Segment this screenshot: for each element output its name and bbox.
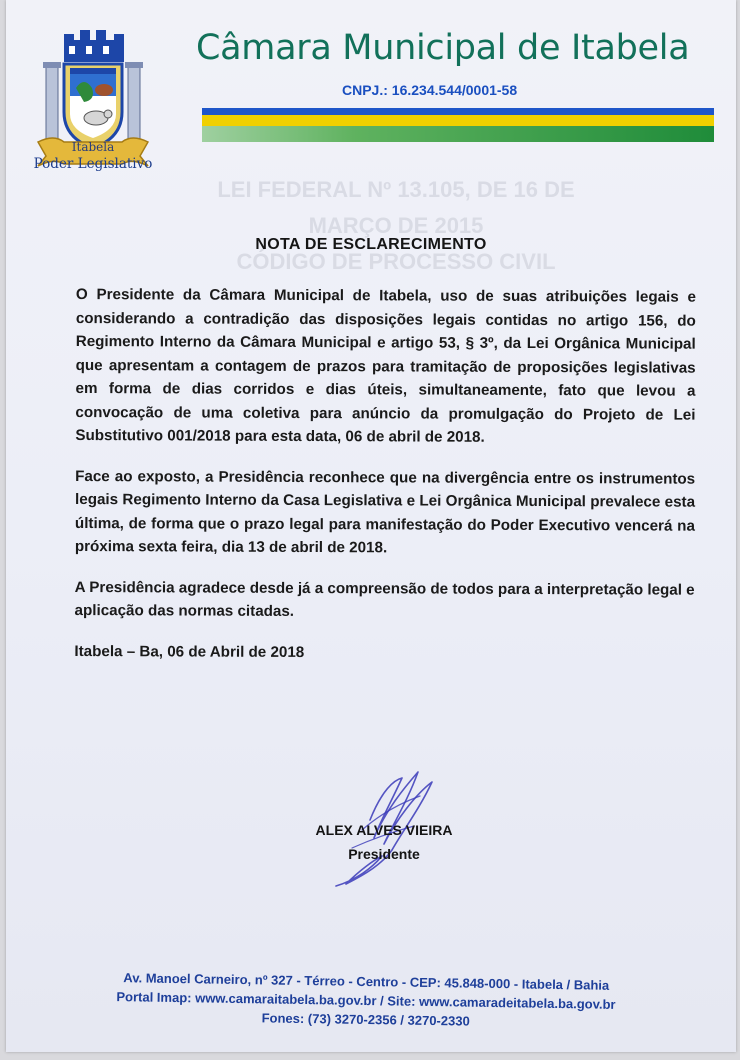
show-through-line: LEI FEDERAL Nº 13.105, DE 16 DE — [217, 177, 575, 202]
footer — [46, 967, 687, 1034]
stripe-green — [202, 126, 714, 142]
place-date: Itabela – Ba, 06 de Abril de 2018 — [74, 642, 305, 661]
body-paragraph: Face ao exposto, a Presidência reconhece que na divergência entre os instrumentos legais Regimento Interno da Casa Legislativa e Lei Orgânica Municipal prevalece esta última, de forma que o prazo legal para manifestação do Poder Executivo vencerá na próxima sexta feira, dia 13 de abril de 2018. — [74, 467, 696, 557]
crest-sublabel: Poder Legislativo — [33, 156, 153, 172]
stripe-blue — [202, 108, 714, 115]
body-paragraph: O Presidente da Câmara Municipal de Itabela, uso de suas atribuições legais e considerando a contradição das disposições legais contidas no artigo 156, do Regimento Interno da Câmara Municipal e artigo 53, § 3º, da Lei Orgânica Municipal que apresentam a contagem de prazos para tramitação de proposições legislativas em forma de dias corridos e dias úteis, simultaneamente, fato que levou a convocação de uma coletiva para anúncio da promulgação do Projeto de Lei Substitutivo 001/2018 para esta data, 06 de abril de 2018. — [75, 285, 696, 446]
document-heading: NOTA DE ESCLARECIMENTO — [255, 236, 487, 253]
body-paragraph: A Presidência agradece desde já a compreensão de todos para a interpretação legal e aplicação das normas citadas. — [74, 578, 695, 620]
signer-block — [294, 818, 474, 866]
footer-address: Av. Manoel Carneiro, nº 327 - Térreo - Centro - CEP: 45.848-000 - Itabela / Bahia — [123, 970, 610, 993]
crest-town-name: Itabela — [71, 140, 115, 154]
stripe-yellow — [202, 115, 714, 126]
document-body — [74, 283, 696, 683]
crest-label — [28, 140, 158, 172]
cnpj-number: CNPJ.: 16.234.544/0001-58 — [342, 82, 518, 98]
flag-stripes — [202, 108, 714, 142]
document-page — [6, 0, 736, 1052]
show-through-line: CÓDIGO DE PROCESSO CIVIL — [236, 249, 556, 274]
institution-title: Câmara Municipal de Itabela — [196, 28, 690, 68]
signer-role: Presidente — [348, 846, 420, 862]
show-through-line: MARÇO DE 2015 — [308, 213, 484, 238]
footer-phones: Fones: (73) 3270-2356 / 3270-2330 — [261, 1010, 470, 1029]
footer-portal: Portal Imap: www.camaraitabela.ba.gov.br / Site: www.camaradeitabela.ba.gov.br — [116, 989, 616, 1012]
show-through-text — [136, 172, 656, 280]
signer-name: ALEX ALVES VIEIRA — [315, 822, 453, 838]
